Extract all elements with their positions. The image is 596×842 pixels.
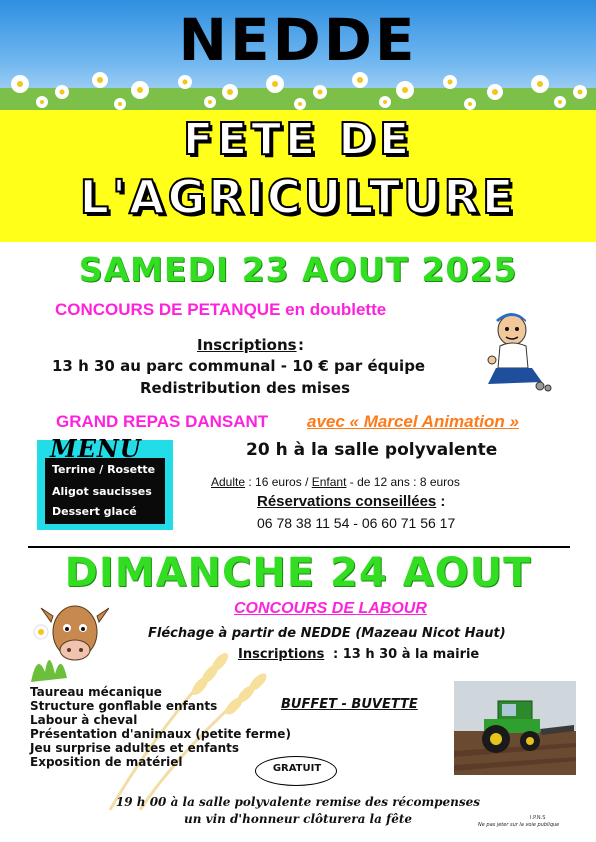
closing-line-1: 19 h 00 à la salle polyvalente remise des récompenses <box>115 795 481 809</box>
event-title-line2: L'AGRICULTURE <box>79 170 517 224</box>
petanque-player-image <box>482 310 552 392</box>
activity-item: Exposition de matériel <box>30 755 183 769</box>
animation-name: avec « Marcel Animation » <box>307 412 519 431</box>
section-divider <box>28 546 570 548</box>
sunday-date: DIMANCHE 24 AOUT <box>64 550 532 596</box>
petanque-heading: CONCOURS DE PETANQUE en doublette <box>55 300 387 319</box>
closing-line-2: un vin d'honneur clôturera la fête <box>183 812 413 826</box>
saturday-date: SAMEDI 23 AOUT 2025 <box>78 250 518 289</box>
child-price: - de 12 ans : 8 euros <box>346 475 460 489</box>
price-line <box>211 475 460 489</box>
repas-heading: GRAND REPAS DANSANT <box>56 412 269 431</box>
reservation-line <box>257 493 445 510</box>
petanque-redistribution: Redistribution des mises <box>140 379 351 397</box>
town-title: NEDDE <box>178 6 418 74</box>
menu-title: MENU <box>50 434 142 463</box>
signage-directions: Fléchage à partir de NEDDE (Mazeau Nicot Haut) <box>148 626 506 641</box>
event-title-line1: FETE DE <box>182 114 414 165</box>
labour-heading: CONCOURS DE LABOUR <box>234 600 427 617</box>
buffet-buvette: BUFFET - BUVETTE <box>281 697 418 712</box>
phone-numbers: 06 78 38 11 54 - 06 60 71 56 17 <box>257 515 456 531</box>
tractor-photo <box>454 681 576 775</box>
child-label: Enfant <box>311 475 347 489</box>
activity-item: Jeu surprise adultes et enfants <box>30 741 240 755</box>
activity-item: Taureau mécanique <box>30 685 162 699</box>
menu-item: Terrine / Rosette <box>52 463 156 476</box>
saturday-inscriptions-label: Inscriptions <box>197 336 297 354</box>
reservation-colon: : <box>436 493 446 510</box>
reservation-label: Réservations conseillées <box>257 493 437 510</box>
repas-location: 20 h à la salle polyvalente <box>246 440 498 460</box>
adult-label: Adulte <box>211 475 246 489</box>
do-not-litter-mention: Ne pas jeter sur la voie publique <box>478 822 560 828</box>
menu-item: Aligot saucisses <box>52 485 152 498</box>
gratuit-label: GRATUIT <box>272 763 322 774</box>
activity-item: Présentation d'animaux (petite ferme) <box>30 727 291 741</box>
sunday-inscriptions-label: Inscriptions <box>238 647 325 662</box>
petanque-time-place: 13 h 30 au parc communal - 10 € par équipe <box>52 357 426 375</box>
sunday-inscriptions-detail: : 13 h 30 à la mairie <box>333 647 480 662</box>
adult-price: : 16 euros / <box>245 475 312 489</box>
activity-item: Structure gonflable enfants <box>30 699 218 713</box>
ipns-mention: I.P.N.S <box>530 815 546 821</box>
activity-item: Labour à cheval <box>30 713 138 727</box>
menu-item: Dessert glacé <box>52 505 137 518</box>
saturday-inscriptions-colon: : <box>298 336 304 354</box>
